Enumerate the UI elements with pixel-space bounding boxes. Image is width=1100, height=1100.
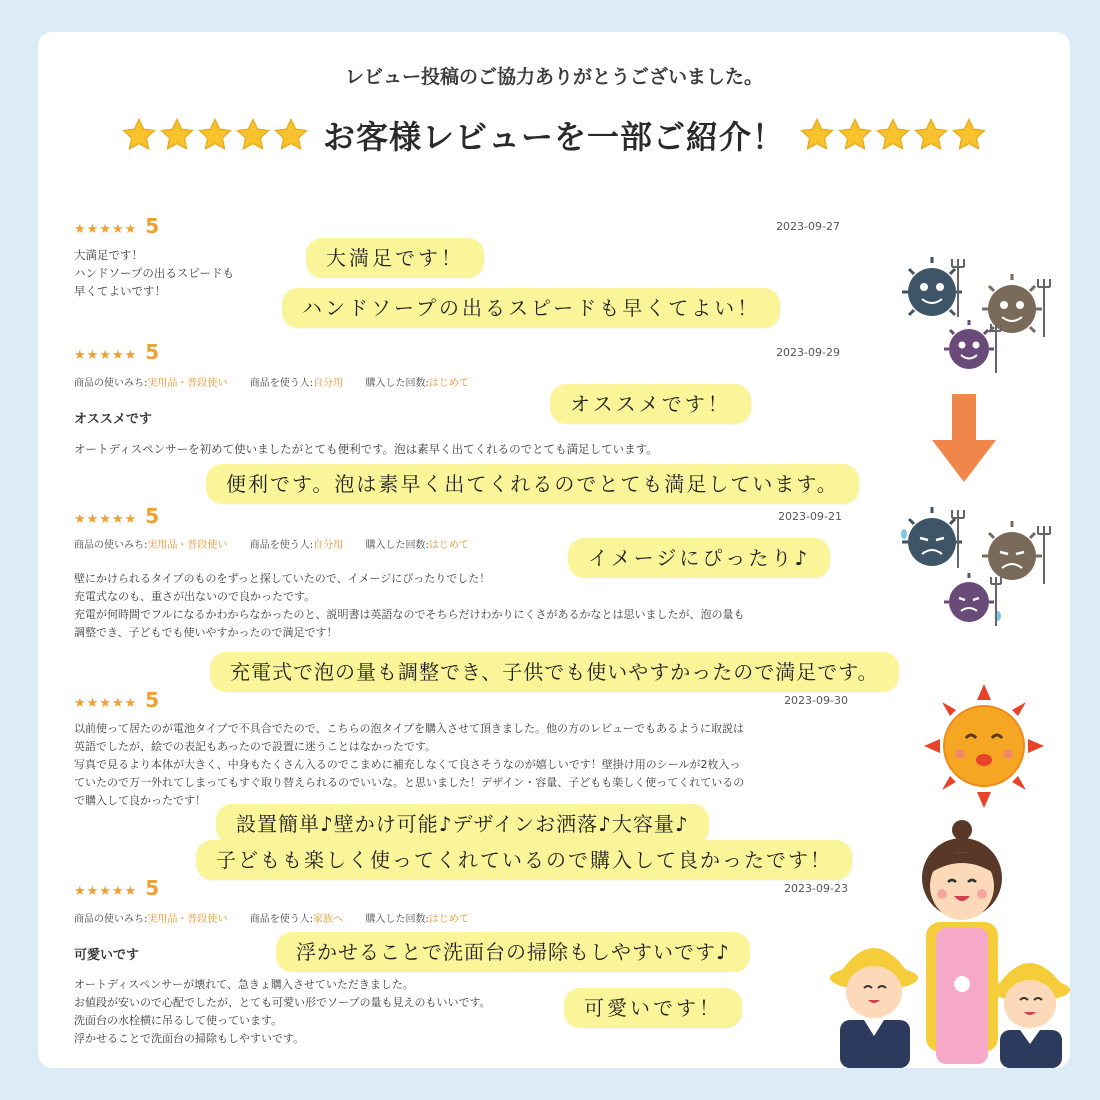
review-date: 2023-09-29 <box>776 346 840 359</box>
review-date: 2023-09-23 <box>784 882 848 895</box>
family-illustration <box>824 820 1070 1068</box>
meta-count-value: はじめて <box>428 914 469 925</box>
star-icon <box>197 117 233 153</box>
review-body: 以前使って居たのが電池タイプで不具合でたので、こちらの泡タイプを購入させて頂きました。他の方のレビューでもあるように取説は 英語でしたが、絵での表記もあったので設置に迷うことはなかったです。 写真で見るより本体が大きく、中身もたくさん入るのでこまめに補充しなくて良さそうなのが嬉しいです！壁掛け用のシールが2枚入っ ていたので万一外れてしまってもすぐ取り替えられるのでいいな。と思いました！デザイン・容量、子どもも楽しく使ってくれているの で購入して良かったです！ <box>74 722 745 807</box>
rating-stars: ★★★★★ <box>74 512 138 527</box>
highlight-callout: オススメです！ <box>550 384 751 424</box>
star-icon <box>235 117 271 153</box>
rating-score: 5 <box>145 214 161 238</box>
review-date: 2023-09-27 <box>776 220 840 233</box>
mother-figure <box>922 820 1002 1064</box>
meta-count-value: はじめて <box>428 540 469 551</box>
headline-row <box>38 110 1070 160</box>
review-rating <box>74 876 160 900</box>
germ-icon <box>944 573 1001 626</box>
meta-count-value: はじめて <box>428 378 469 389</box>
rating-stars: ★★★★★ <box>74 884 138 899</box>
highlight-callout: 大満足です！ <box>306 238 484 278</box>
star-icon <box>273 117 309 153</box>
sad-germs-illustration <box>894 494 1064 634</box>
meta-user-value: 自分用 <box>313 378 344 389</box>
highlight-callout: ハンドソープの出るスピードも早くてよい！ <box>282 288 780 328</box>
child-figure-left <box>830 948 918 1068</box>
rating-score: 5 <box>145 688 161 712</box>
highlight-callout: 便利です。泡は素早く出てくれるのでとても満足しています。 <box>206 464 859 504</box>
rating-stars: ★★★★★ <box>74 348 138 363</box>
meta-usage-value: 実用品・普段使い <box>147 540 228 551</box>
germ-icon <box>902 257 964 317</box>
review-rating <box>74 504 160 528</box>
highlight-callout: 浮かせることで洗面台の掃除もしやすいです♪ <box>276 932 750 972</box>
meta-usage-value: 実用品・普段使い <box>147 914 228 925</box>
review-title: 可愛いです <box>74 948 140 963</box>
star-icon <box>875 117 911 153</box>
happy-germs-illustration <box>894 237 1064 382</box>
germ-icon <box>901 507 964 568</box>
headline: お客様レビューを一部ご紹介！ <box>322 118 785 156</box>
highlight-callout: 可愛いです！ <box>564 988 742 1028</box>
highlight-callout: イメージにぴったり♪ <box>568 538 830 578</box>
thanks-message: レビュー投稿のご協力ありがとうございました。 <box>344 66 763 88</box>
rating-score: 5 <box>145 504 161 528</box>
arrow-down-icon <box>928 394 1000 486</box>
highlight-callout: 子どもも楽しく使ってくれているので購入して良かったです！ <box>196 840 852 880</box>
rating-stars: ★★★★★ <box>74 696 138 711</box>
highlight-callout: 充電式で泡の量も調整でき、子供でも使いやすかったので満足です。 <box>210 652 899 692</box>
meta-user-value: 家族へ <box>313 914 344 925</box>
star-row-right <box>799 117 987 153</box>
meta-user-label: 商品を使う人: <box>249 378 314 389</box>
review-rating <box>74 214 160 238</box>
child-figure-right <box>990 963 1070 1068</box>
meta-user-label: 商品を使う人: <box>249 914 314 925</box>
star-icon <box>837 117 873 153</box>
highlight-callout: 設置簡単♪壁かけ可能♪デザインお洒落♪大容量♪ <box>216 804 709 844</box>
review-meta <box>74 910 469 925</box>
review-rating <box>74 688 160 712</box>
meta-usage-label: 商品の使いみち: <box>74 540 148 551</box>
meta-usage-label: 商品の使いみち: <box>74 378 148 389</box>
review-meta <box>74 374 469 389</box>
review-card <box>38 32 1070 1068</box>
meta-usage-value: 実用品・普段使い <box>147 378 228 389</box>
meta-count-label: 購入した回数: <box>365 378 429 389</box>
meta-count-label: 購入した回数: <box>365 914 429 925</box>
review-body: オートディスペンサーを初めて使いましたがとても便利です。泡は素早く出てくれるのでとても満足しています。 <box>74 442 658 456</box>
meta-usage-label: 商品の使いみち: <box>74 914 148 925</box>
review-meta <box>74 536 469 551</box>
sun-illustration <box>924 684 1044 808</box>
rating-score: 5 <box>145 876 161 900</box>
star-icon <box>951 117 987 153</box>
star-icon <box>913 117 949 153</box>
review-date: 2023-09-30 <box>784 694 848 707</box>
review-rating <box>74 340 160 364</box>
meta-user-value: 自分用 <box>313 540 344 551</box>
review-date: 2023-09-21 <box>778 510 842 523</box>
meta-count-label: 購入した回数: <box>365 540 429 551</box>
rating-score: 5 <box>145 340 161 364</box>
star-icon <box>121 117 157 153</box>
review-title: オススメです <box>74 412 152 427</box>
germ-icon <box>982 274 1050 337</box>
review-body: オートディスペンサーが壊れて、急きょ購入させていただきました。 お値段が安いので心配でしたが、とても可愛い形でソープの量も見えのもいいです。 洗面台の水栓横に吊るして使っています。 浮かせることで洗面台の掃除もしやすいです。 <box>74 978 491 1045</box>
review-body: 壁にかけられるタイプのものをずっと探していたので、イメージにぴったりでした！ 充電式なのも、重さが出ないので良かったです。 充電が何時間でフルになるかわからなかったのと、説明書は英語なのでそちらだけわかりにくさがあるかなとは思いましたが、泡の量も 調整でき、子どもでも使いやすかったので満足です！ <box>74 572 745 639</box>
rating-stars: ★★★★★ <box>74 222 138 237</box>
review-body: 大満足です！ ハンドソープの出るスピードも 早くてよいです！ <box>74 248 234 298</box>
germ-icon <box>982 521 1050 584</box>
star-icon <box>159 117 195 153</box>
meta-user-label: 商品を使う人: <box>249 540 314 551</box>
star-row-left <box>121 117 309 153</box>
star-icon <box>799 117 835 153</box>
